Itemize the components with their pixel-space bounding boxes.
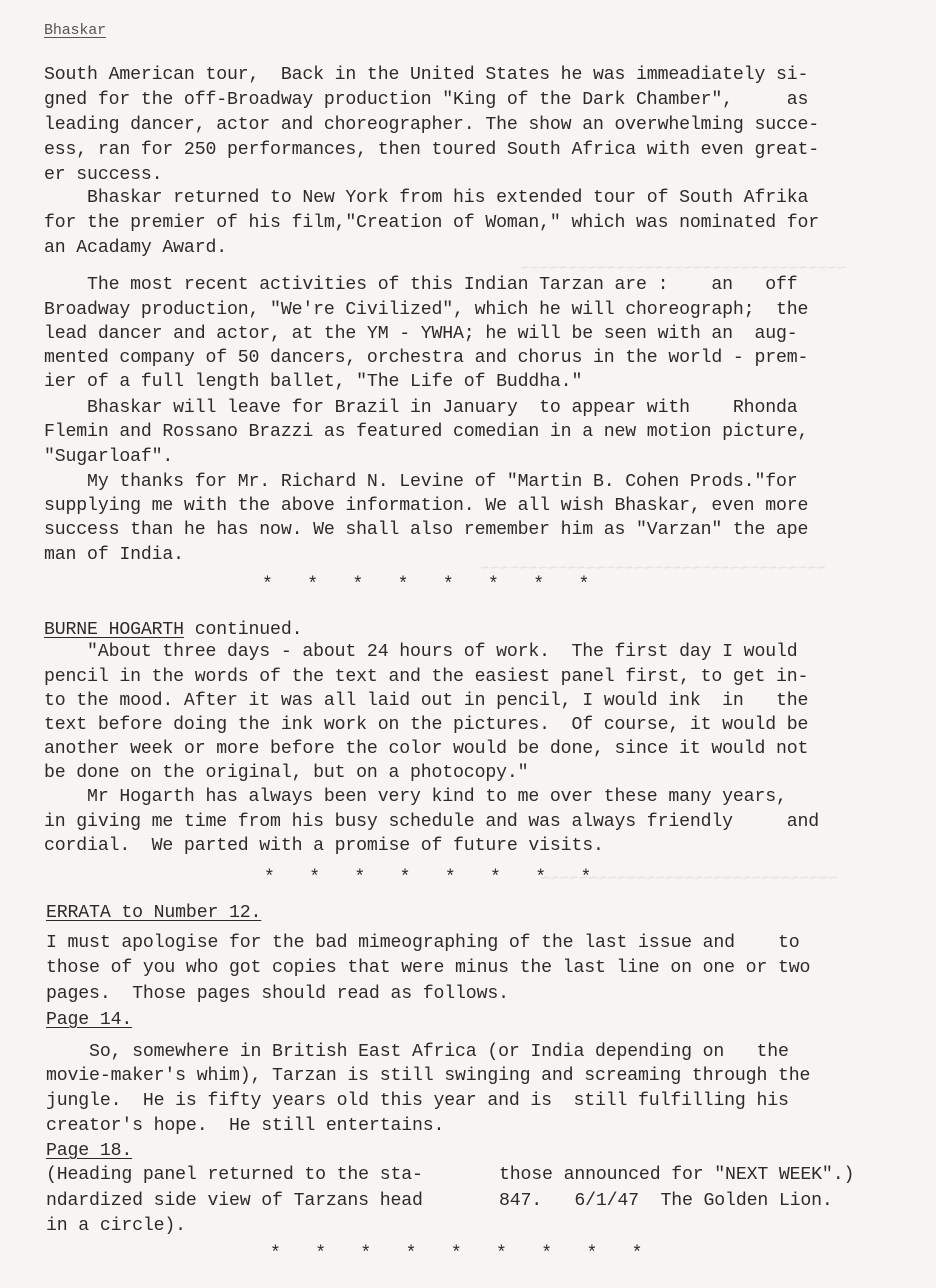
text-line: be done on the original, but on a photocopy." [44, 763, 529, 783]
show-through-text: ~~~~~~~~~~~~~~~~~~~~~~~~~~~~~~~ [540, 870, 838, 888]
text-line: those of you who got copies that were minus the last line on one or two [46, 958, 811, 978]
text-line: I must apologise for the bad mimeographing of the last issue and to [46, 933, 800, 953]
text-line: South American tour, Back in the United States he was immeadiately si- [44, 65, 809, 85]
text-line: "About three days - about 24 hours of work. The first day I would [44, 642, 798, 662]
text-line: ier of a full length ballet, "The Life of Buddha." [44, 372, 583, 392]
show-through-text: ~~~~~~~~~~~~~~~~~~~~~~~~~~~~~~~~~~ [520, 260, 847, 278]
text-line: pencil in the words of the text and the easiest panel first, to get in- [44, 667, 809, 687]
text-line: text before doing the ink work on the pictures. Of course, it would be [44, 715, 809, 735]
text-line: mented company of 50 dancers, orchestra and chorus in the world - prem- [44, 348, 809, 368]
text-line: those announced for "NEXT WEEK".) [499, 1165, 855, 1185]
text-line: Bhaskar will leave for Brazil in January to appear with Rhonda [44, 398, 798, 418]
page-18-label: Page 18. [46, 1141, 133, 1161]
text-line: "Sugarloaf". [44, 447, 174, 467]
text-line: (Heading panel returned to the sta- [46, 1165, 423, 1185]
text-line: an Acadamy Award. [44, 238, 227, 258]
text-line: lead dancer and actor, at the YM - YWHA; he will be seen with an aug- [44, 324, 798, 344]
page-14-label: Page 14. [46, 1010, 133, 1030]
running-head: Bhaskar [44, 22, 106, 39]
hogarth-heading-suffix: continued. [183, 620, 303, 640]
text-line: cordial. We parted with a promise of future visits. [44, 836, 604, 856]
text-line: ndardized side view of Tarzans head [46, 1191, 423, 1211]
errata-heading: ERRATA to Number 12. [46, 903, 262, 923]
text-line: pages. Those pages should read as follows. [46, 984, 509, 1004]
section-divider: * * * * * * * * [264, 868, 592, 888]
text-line: leading dancer, actor and choreographer. The show an overwhelming succe- [44, 115, 820, 135]
text-line: The most recent activities of this Indian Tarzan are : an off [44, 275, 798, 295]
hogarth-heading: BURNE HOGARTH [44, 620, 184, 640]
text-line: Mr Hogarth has always been very kind to me over these many years, [44, 787, 787, 807]
text-line: gned for the off-Broadway production "King of the Dark Chamber", as [44, 90, 809, 110]
text-line: man of India. [44, 545, 184, 565]
text-line: supplying me with the above information. We all wish Bhaskar, even more [44, 496, 809, 516]
text-line: movie-maker's whim), Tarzan is still swinging and screaming through the [46, 1066, 811, 1086]
text-line: for the premier of his film,"Creation of Woman," which was nominated for [44, 213, 820, 233]
text-line: Bhaskar returned to New York from his extended tour of South Afrika [44, 188, 809, 208]
text-line: Flemin and Rossano Brazzi as featured comedian in a new motion picture, [44, 422, 809, 442]
text-line: 847. 6/1/47 The Golden Lion. [499, 1191, 833, 1211]
text-line: in giving me time from his busy schedule and was always friendly and [44, 812, 820, 832]
section-divider: * * * * * * * * * [270, 1244, 643, 1264]
text-line: Broadway production, "We're Civilized", which he will choreograph; the [44, 300, 809, 320]
text-line: another week or more before the color would be done, since it would not [44, 739, 809, 759]
text-line: My thanks for Mr. Richard N. Levine of "Martin B. Cohen Prods."for [44, 472, 798, 492]
text-line: er success. [44, 165, 163, 185]
text-line: creator's hope. He still entertains. [46, 1116, 445, 1136]
section-heading [44, 618, 302, 642]
section-divider: * * * * * * * * [262, 575, 590, 595]
text-line: success than he has now. We shall also remember him as "Varzan" the ape [44, 520, 809, 540]
text-line: ess, ran for 250 performances, then toured South Africa with even great- [44, 140, 820, 160]
text-line: jungle. He is fifty years old this year and is still fulfilling his [46, 1091, 789, 1111]
text-line: to the mood. After it was all laid out in pencil, I would ink in the [44, 691, 809, 711]
text-line: So, somewhere in British East Africa (or India depending on the [46, 1042, 789, 1062]
text-line: in a circle). [46, 1216, 186, 1236]
show-through-text: ~~~~~~~~~~~~~~~~~~~~~~~~~~~~~~~~~~~~ [480, 560, 826, 578]
